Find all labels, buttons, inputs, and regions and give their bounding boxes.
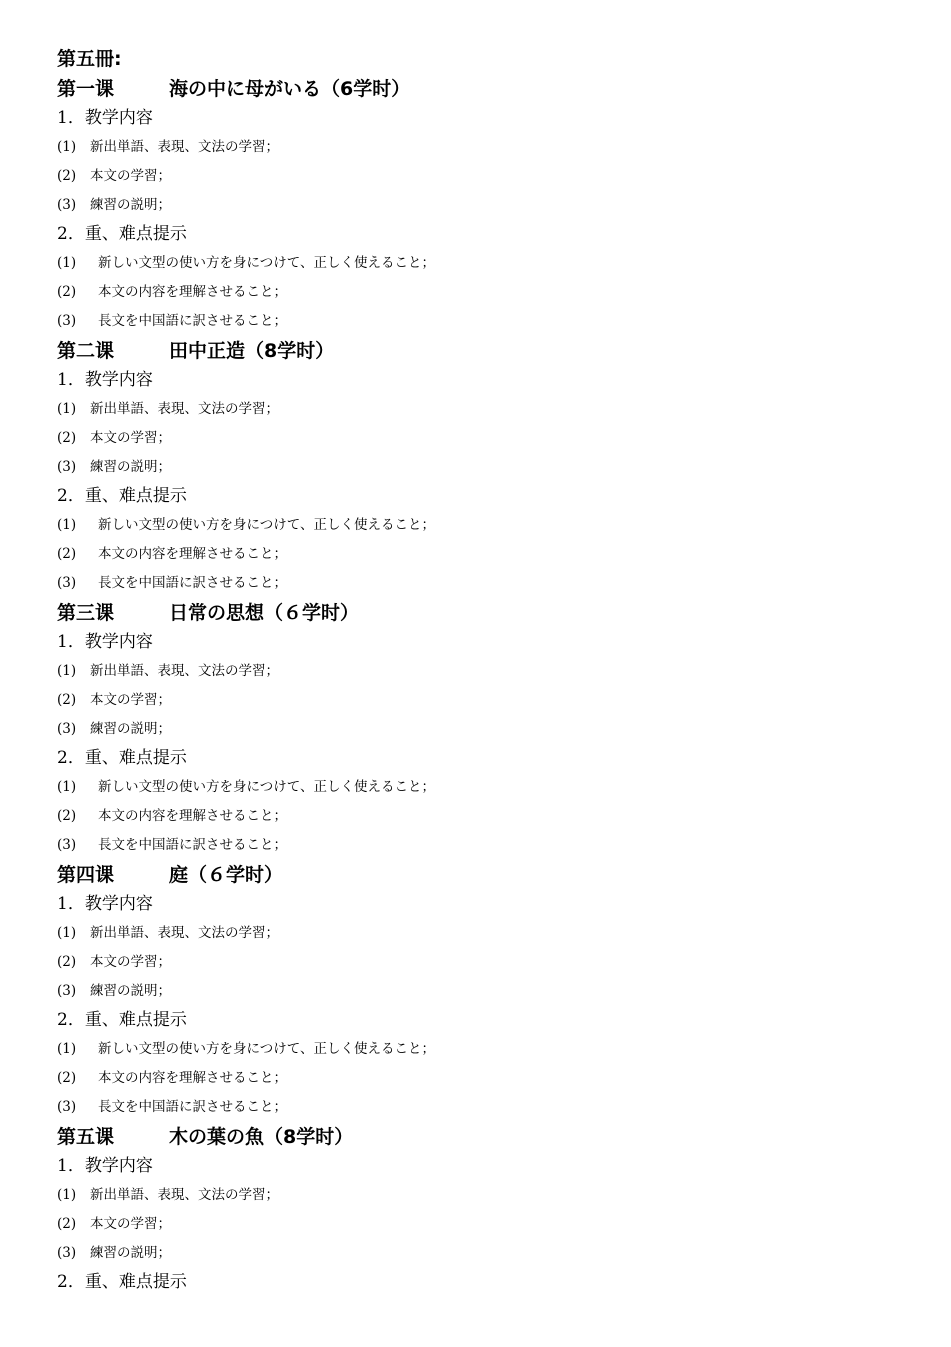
key-point-item — [57, 1093, 917, 1122]
key-point-item — [57, 831, 917, 860]
lesson-title — [57, 336, 917, 366]
content-item — [57, 453, 917, 482]
lesson-section — [57, 1122, 917, 1297]
lesson-number: 第五课 — [57, 1126, 115, 1148]
document-page — [57, 44, 917, 1297]
lesson-name: 海の中に母がいる（6学时） — [169, 78, 411, 100]
content-heading: 1．教学内容 — [57, 632, 153, 652]
item-text: 新出単語、表現、文法の学習； — [90, 925, 279, 941]
item-text: 長文を中国語に訳させること； — [98, 1099, 287, 1115]
item-index: (3) — [57, 721, 77, 737]
lesson-name: 庭（６学时） — [169, 864, 284, 886]
item-index: (2) — [57, 1216, 77, 1232]
item-text: 本文の学習； — [90, 1216, 171, 1232]
lesson-title — [57, 860, 917, 890]
item-index: (1) — [57, 1187, 77, 1203]
lesson-list — [57, 74, 917, 1297]
item-text: 新出単語、表現、文法の学習； — [90, 663, 279, 679]
item-index: (3) — [57, 313, 77, 329]
content-item — [57, 424, 917, 453]
book-title: 第五冊: — [57, 48, 122, 70]
item-text: 新出単語、表現、文法の学習； — [90, 401, 279, 417]
item-index: (1) — [57, 663, 77, 679]
lesson-number: 第一课 — [57, 78, 115, 100]
content-item — [57, 1210, 917, 1239]
content-heading: 1．教学内容 — [57, 894, 153, 914]
item-text: 長文を中国語に訳させること； — [98, 313, 287, 329]
content-heading: 1．教学内容 — [57, 1156, 153, 1176]
lesson-name: 木の葉の魚（8学时） — [169, 1126, 354, 1148]
key-point-item — [57, 540, 917, 569]
lesson-title — [57, 74, 917, 104]
lesson-name: 田中正造（8学时） — [169, 340, 335, 362]
item-index: (3) — [57, 1245, 77, 1261]
item-text: 本文の内容を理解させること； — [98, 546, 287, 562]
content-item — [57, 133, 917, 162]
item-text: 本文の学習； — [90, 954, 171, 970]
content-item — [57, 395, 917, 424]
item-text: 練習の説明； — [90, 721, 171, 737]
content-item — [57, 686, 917, 715]
item-index: (2) — [57, 284, 77, 300]
item-text: 本文の学習； — [90, 168, 171, 184]
item-text: 本文の内容を理解させること； — [98, 808, 287, 824]
content-item — [57, 715, 917, 744]
item-text: 本文の学習； — [90, 692, 171, 708]
item-text: 練習の説明； — [90, 459, 171, 475]
item-index: (2) — [57, 1070, 77, 1086]
item-text: 新出単語、表現、文法の学習； — [90, 139, 279, 155]
item-text: 新しい文型の使い方を身につけて、正しく使えること； — [98, 779, 435, 795]
item-index: (3) — [57, 983, 77, 999]
item-index: (2) — [57, 692, 77, 708]
key-points-heading: 2．重、难点提示 — [57, 748, 187, 768]
content-item — [57, 657, 917, 686]
item-index: (2) — [57, 808, 77, 824]
key-point-item — [57, 249, 917, 278]
key-points-heading: 2．重、难点提示 — [57, 224, 187, 244]
content-item — [57, 191, 917, 220]
key-point-item — [57, 1035, 917, 1064]
content-item — [57, 162, 917, 191]
item-text: 本文の内容を理解させること； — [98, 1070, 287, 1086]
item-text: 新出単語、表現、文法の学習； — [90, 1187, 279, 1203]
item-text: 新しい文型の使い方を身につけて、正しく使えること； — [98, 517, 435, 533]
lesson-section — [57, 74, 917, 336]
lesson-section — [57, 336, 917, 598]
item-index: (3) — [57, 837, 77, 853]
content-heading: 1．教学内容 — [57, 108, 153, 128]
item-index: (1) — [57, 255, 77, 271]
item-text: 新しい文型の使い方を身につけて、正しく使えること； — [98, 1041, 435, 1057]
item-index: (2) — [57, 430, 77, 446]
item-index: (1) — [57, 139, 77, 155]
lesson-title — [57, 1122, 917, 1152]
key-point-item — [57, 773, 917, 802]
item-index: (2) — [57, 954, 77, 970]
content-item — [57, 948, 917, 977]
content-item — [57, 1239, 917, 1268]
lesson-number: 第三课 — [57, 602, 115, 624]
item-text: 新しい文型の使い方を身につけて、正しく使えること； — [98, 255, 435, 271]
lesson-number: 第二课 — [57, 340, 115, 362]
content-item — [57, 1181, 917, 1210]
item-text: 練習の説明； — [90, 1245, 171, 1261]
key-point-item — [57, 569, 917, 598]
item-index: (1) — [57, 779, 77, 795]
lesson-section — [57, 860, 917, 1122]
key-points-heading: 2．重、难点提示 — [57, 1272, 187, 1292]
item-text: 長文を中国語に訳させること； — [98, 837, 287, 853]
key-points-heading: 2．重、难点提示 — [57, 486, 187, 506]
item-index: (3) — [57, 1099, 77, 1115]
key-point-item — [57, 1064, 917, 1093]
item-text: 長文を中国語に訳させること； — [98, 575, 287, 591]
item-index: (3) — [57, 575, 77, 591]
lesson-name: 日常の思想（６学时） — [169, 602, 360, 624]
item-index: (3) — [57, 197, 77, 213]
key-point-item — [57, 802, 917, 831]
key-point-item — [57, 278, 917, 307]
item-index: (1) — [57, 1041, 77, 1057]
key-point-item — [57, 511, 917, 540]
key-points-heading: 2．重、难点提示 — [57, 1010, 187, 1030]
key-point-item — [57, 307, 917, 336]
item-index: (2) — [57, 168, 77, 184]
lesson-number: 第四课 — [57, 864, 115, 886]
item-index: (1) — [57, 401, 77, 417]
item-index: (1) — [57, 925, 77, 941]
item-text: 練習の説明； — [90, 197, 171, 213]
item-index: (2) — [57, 546, 77, 562]
item-index: (1) — [57, 517, 77, 533]
item-text: 練習の説明； — [90, 983, 171, 999]
item-text: 本文の学習； — [90, 430, 171, 446]
item-text: 本文の内容を理解させること； — [98, 284, 287, 300]
content-item — [57, 977, 917, 1006]
content-heading: 1．教学内容 — [57, 370, 153, 390]
content-item — [57, 919, 917, 948]
lesson-section — [57, 598, 917, 860]
item-index: (3) — [57, 459, 77, 475]
lesson-title — [57, 598, 917, 628]
